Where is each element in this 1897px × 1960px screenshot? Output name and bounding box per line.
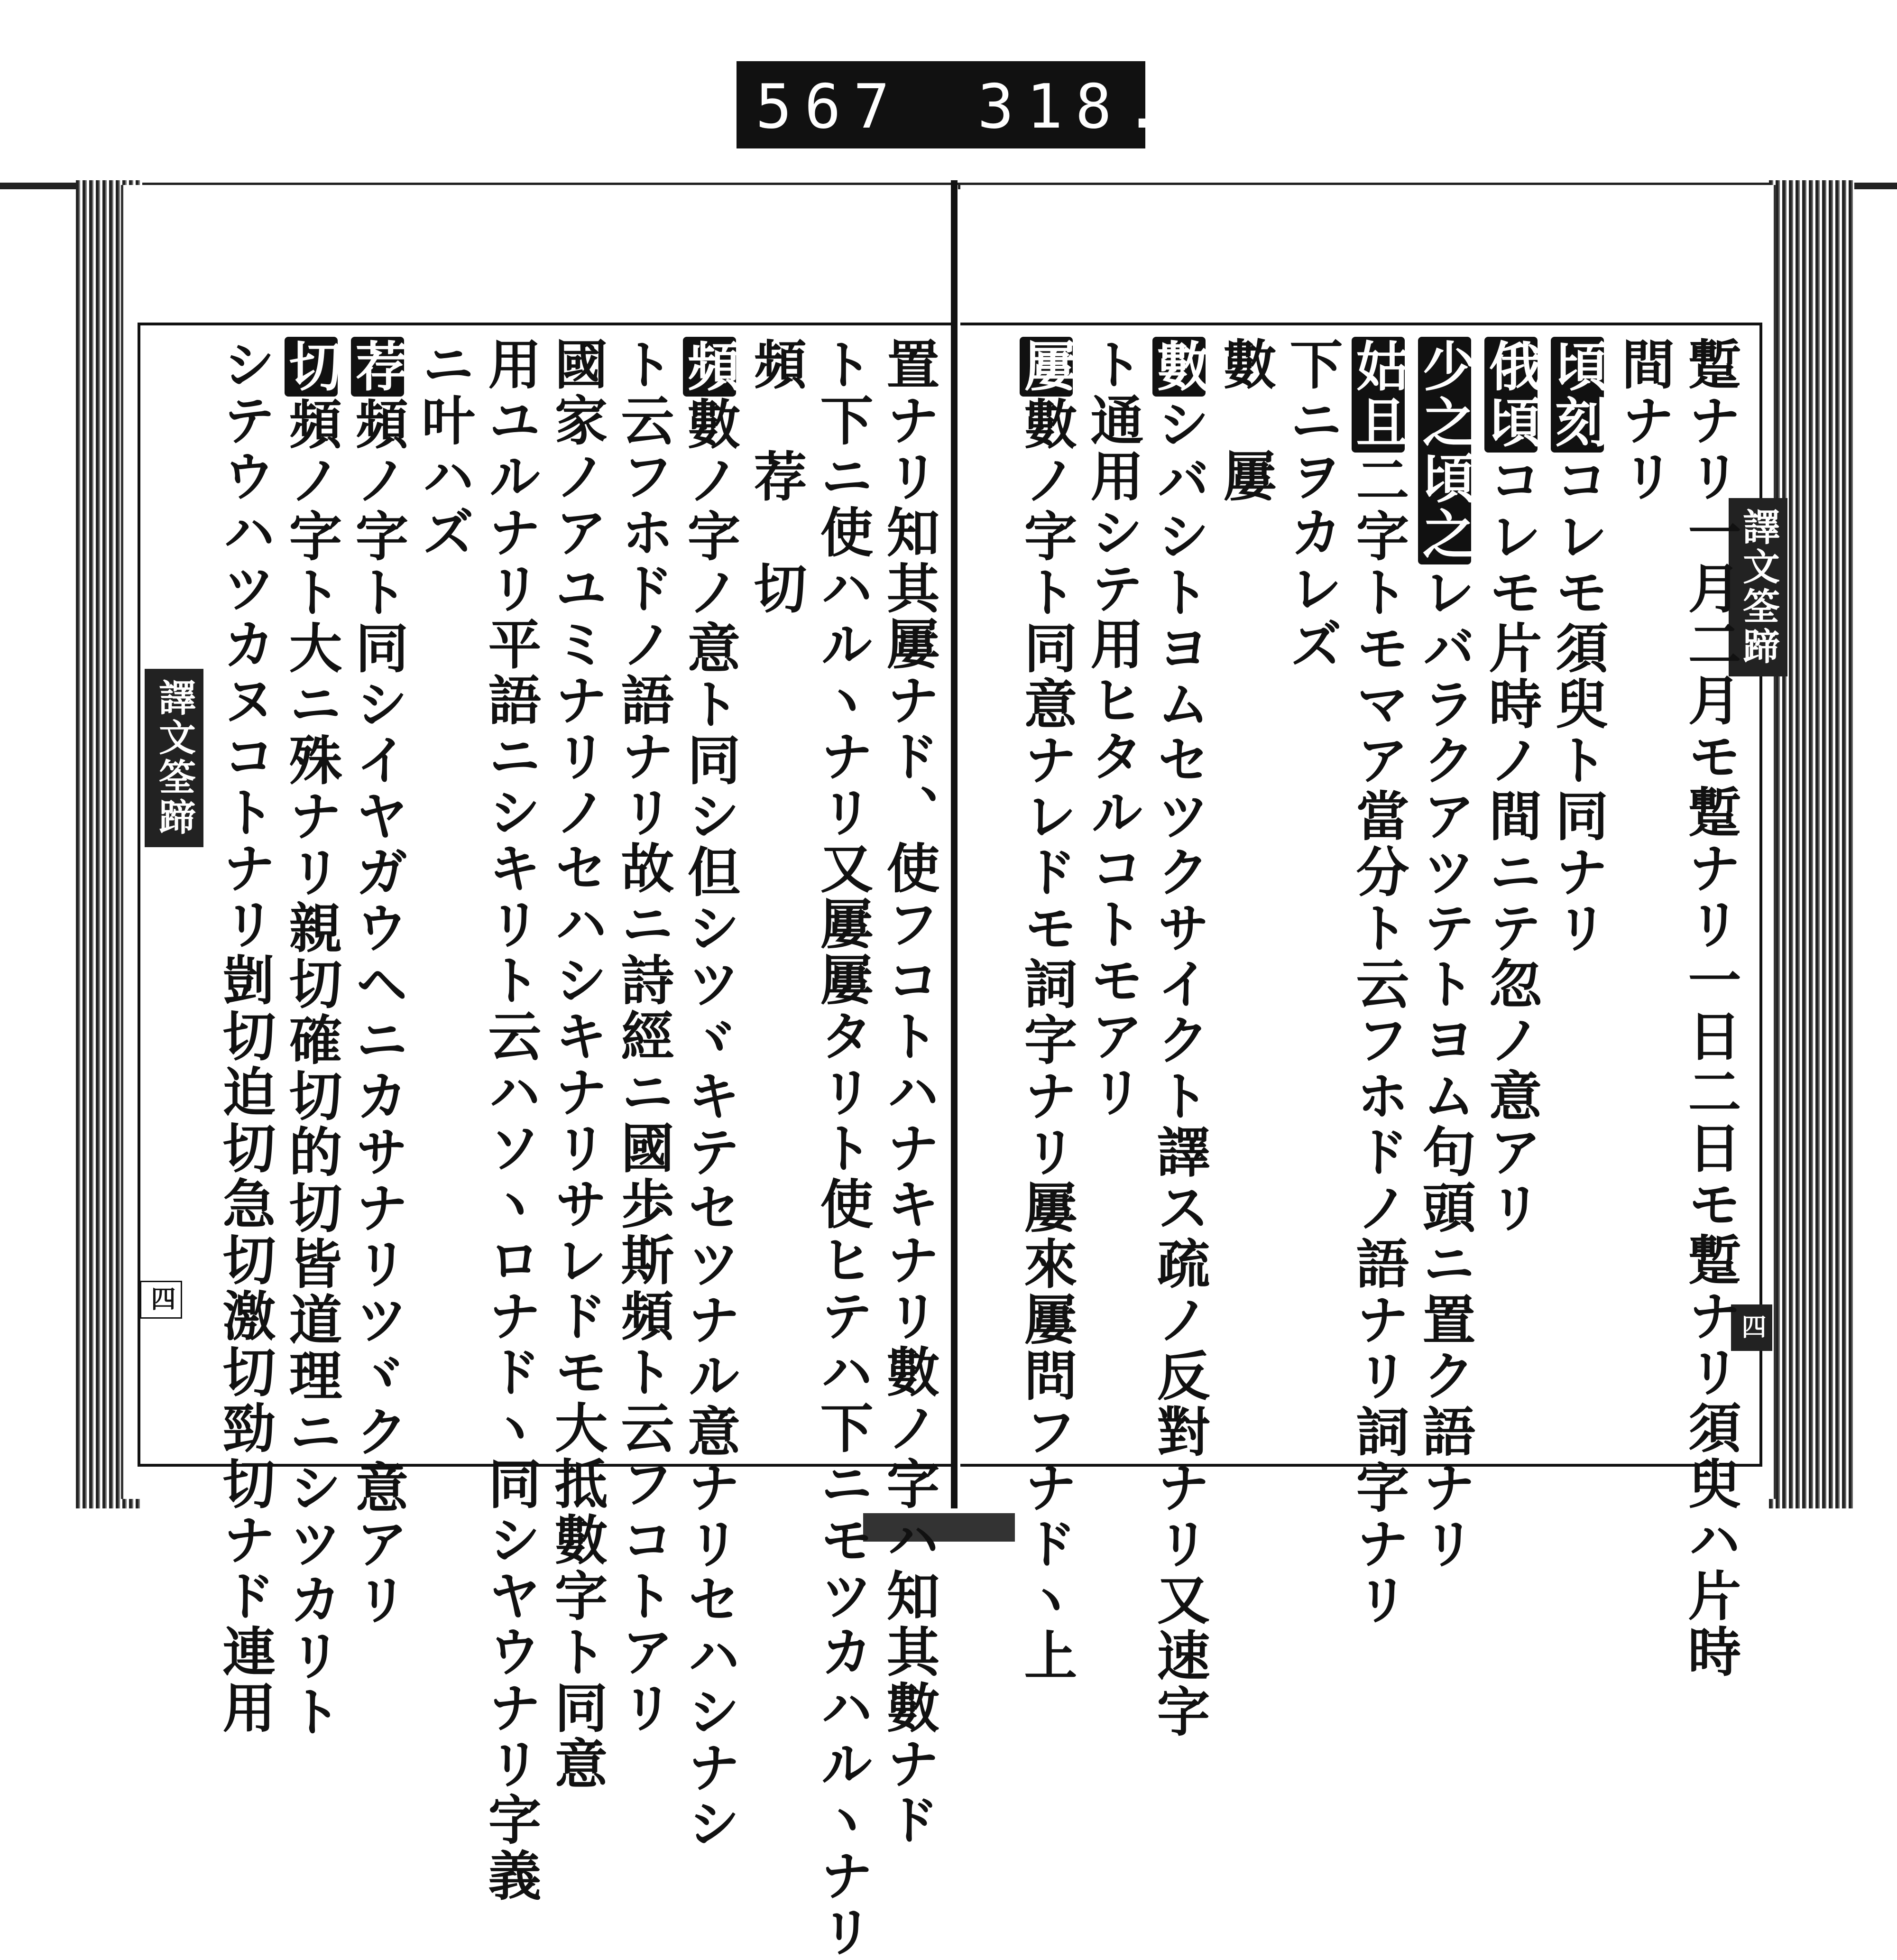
text-column xyxy=(1347,337,1409,1628)
section-heading xyxy=(745,337,807,617)
text-column xyxy=(1547,337,1609,956)
column-text: 下ニヲカレズ xyxy=(1281,337,1343,673)
text-column xyxy=(1679,337,1741,1680)
entry-headword: 數 xyxy=(1152,337,1206,397)
column-text: ト下ニ使ハルヽナリ又屢屢タリト使ヒテハ下ニモツカハルヽナリ xyxy=(811,337,874,1960)
text-column xyxy=(1082,337,1144,1120)
book-gutter xyxy=(951,180,958,1508)
text-column xyxy=(1148,337,1210,1740)
text-column xyxy=(811,337,874,1960)
text-column xyxy=(479,337,542,1904)
cover-edge-right xyxy=(1769,180,1854,1508)
entry-headword: 俄頃 xyxy=(1484,337,1538,453)
text-column xyxy=(679,337,741,1852)
entry-headword: 荐 xyxy=(351,337,404,397)
column-text: コレモ須臾ト同ナリ xyxy=(1547,453,1609,956)
text-column xyxy=(214,337,276,1736)
text-column xyxy=(280,337,342,1740)
column-text: 置ナリ知其屢ナド、使フコトハナキナリ數ノ字ハ知其數ナド xyxy=(878,337,940,1848)
text-column xyxy=(1613,337,1675,505)
text-column xyxy=(413,337,475,561)
entry-headword: 頻 xyxy=(683,337,736,397)
text-column xyxy=(612,337,674,1736)
column-text: 頻ノ字ト同シイヤガウヘニカサナリツヾク意アリ xyxy=(347,397,409,1628)
section-heading xyxy=(1215,337,1277,505)
column-text: 國家ノアユミナリノセハシキナリサレドモ大抵數字ト同意 xyxy=(546,337,608,1792)
left-spine-title: 譯文筌蹄 xyxy=(145,669,203,847)
column-text: 蹔ナリ一月二月モ蹔ナリ一日二日モ蹔ナリ須臾ハ片時 xyxy=(1679,337,1741,1680)
entry-headword: 少之頃之 xyxy=(1418,337,1471,564)
call-number-label xyxy=(737,61,1173,148)
text-column xyxy=(347,337,409,1628)
call-number-left: 567 xyxy=(755,72,902,142)
left-folio-number: 四 xyxy=(140,1281,182,1319)
column-text: ト通用シテ用ヒタルコトモアリ xyxy=(1082,337,1144,1120)
column-text: シバシトヨムセツクサイクト譯ス疏ノ反對ナリ又速字 xyxy=(1148,397,1210,1740)
text-column xyxy=(878,337,940,1848)
column-text: 用ユルナリ平語ニシキリト云ハソヽロナドヽ同シヤウナリ字義 xyxy=(479,337,542,1904)
column-text: 數 屢 xyxy=(1215,337,1277,505)
column-text: 間ナリ xyxy=(1613,337,1675,505)
entry-headword: 姑且 xyxy=(1352,337,1405,453)
entry-headword: 屢 xyxy=(1020,337,1073,397)
text-column xyxy=(1281,337,1343,673)
call-number-right: 318. xyxy=(977,72,1173,142)
text-column xyxy=(1480,337,1542,1236)
column-text: 頻ノ字ト大ニ殊ナリ親切確切的切皆道理ニシツカリト xyxy=(280,397,342,1740)
column-text: 數ノ字ノ意ト同シ但シツヾキテセツナル意ナリセハシナシ xyxy=(679,397,741,1852)
column-text: ニ叶ハズ xyxy=(413,337,475,561)
column-text: コレモ片時ノ間ニテ忽ノ意アリ xyxy=(1480,453,1542,1236)
column-text: ト云フホドノ語ナリ故ニ詩經ニ國歩斯頻ト云フコトアリ xyxy=(612,337,674,1736)
text-column xyxy=(1015,337,1077,1684)
right-folio-number: 四 xyxy=(1731,1304,1772,1351)
column-text: シテウハツカヌコトナリ剴切迫切急切激切勁切ナド連用 xyxy=(214,337,276,1736)
text-column xyxy=(1414,337,1476,1572)
column-text: 頻 荐 切 xyxy=(745,337,807,617)
right-spine-title: 譯文筌蹄 xyxy=(1729,498,1787,676)
column-text: 二字トモマア當分ト云フホドノ語ナリ詞字ナリ xyxy=(1347,453,1409,1628)
column-text: レバラクアツテトヨム句頭ニ置ク語ナリ xyxy=(1414,564,1476,1572)
entry-headword: 頃刻 xyxy=(1551,337,1604,453)
open-book xyxy=(0,176,1897,1960)
column-text: 數ノ字ト同意ナレドモ詞字ナリ屢來屢問フナドヽ上 xyxy=(1015,397,1077,1684)
text-column xyxy=(546,337,608,1792)
entry-headword: 切 xyxy=(285,337,338,397)
